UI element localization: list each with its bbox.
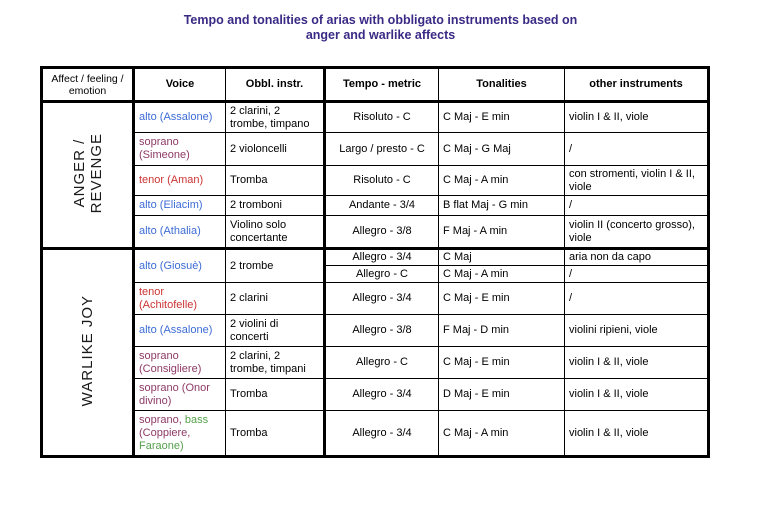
voice-cell [134, 283, 226, 315]
voice-text: tenor (Aman) [139, 174, 204, 186]
voice-text: soprano (Simeone) [139, 136, 190, 161]
affect-cell-warlike-joy [42, 249, 134, 457]
col-header-tonalities: Tonalities [439, 68, 565, 102]
other-instruments-cell: violini ripieni, viole [565, 315, 709, 347]
obbligato-cell: 2 clarini, 2 trombe, timpani [226, 347, 325, 379]
voice-text: (Coppiere, [139, 426, 191, 439]
affect-cell-anger-revenge [42, 102, 134, 249]
voice-text: alto (Assalone) [139, 324, 213, 336]
arias-table [40, 66, 710, 458]
obbligato-cell: 2 tromboni [226, 196, 325, 216]
tonalities-cell: C Maj - A min [439, 411, 565, 457]
tempo-cell: Allegro - 3/4 [325, 411, 439, 457]
other-instruments-cell: / [565, 133, 709, 166]
voice-text: alto (Athalia) [139, 225, 201, 237]
voice-cell [134, 102, 226, 133]
obbligato-cell: 2 violini di concerti [226, 315, 325, 347]
other-instruments-cell: / [565, 196, 709, 216]
voice-cell [134, 196, 226, 216]
table-row [42, 102, 709, 133]
col-header-affect: Affect / feeling / emotion [42, 68, 134, 102]
voice-cell [134, 347, 226, 379]
voice-cell [134, 216, 226, 249]
tempo-cell: Allegro - 3/4 [325, 249, 439, 266]
voice-text: bass [184, 413, 209, 426]
table-row [42, 315, 709, 347]
other-instruments-cell: / [565, 266, 709, 283]
affect-label-warlike-joy [79, 295, 96, 406]
tonalities-cell: C Maj - E min [439, 283, 565, 315]
tonalities-cell: C Maj [439, 249, 565, 266]
tempo-cell: Allegro - 3/4 [325, 379, 439, 411]
tonalities-cell: C Maj - G Maj [439, 133, 565, 166]
tempo-cell: Andante - 3/4 [325, 196, 439, 216]
tonalities-cell: C Maj - A min [439, 166, 565, 196]
obbligato-cell: Tromba [226, 166, 325, 196]
page-title-line2: anger and warlike affects [305, 28, 456, 42]
table-row [42, 196, 709, 216]
tempo-cell: Risoluto - C [325, 166, 439, 196]
voice-text: tenor (Achitofelle) [139, 285, 198, 311]
table-row [42, 379, 709, 411]
obbligato-cell: Tromba [226, 379, 325, 411]
page-title [0, 13, 761, 43]
obbligato-cell: 2 clarini, 2 trombe, timpano [226, 102, 325, 133]
voice-cell [134, 315, 226, 347]
obbligato-cell: 2 trombe [226, 249, 325, 283]
voice-cell [134, 166, 226, 196]
affect-line: REVENGE [87, 132, 105, 214]
tonalities-cell: F Maj - A min [439, 216, 565, 249]
header-row [42, 68, 709, 102]
col-header-obbligato: Obbl. instr. [226, 68, 325, 102]
voice-cell [134, 379, 226, 411]
other-instruments-cell: violin I & II, viole [565, 102, 709, 133]
obbligato-cell: 2 violoncelli [226, 133, 325, 166]
tonalities-cell: B flat Maj - G min [439, 196, 565, 216]
tempo-cell: Allegro - 3/8 [325, 216, 439, 249]
table-row [42, 216, 709, 249]
voice-cell [134, 411, 226, 457]
tonalities-cell: C Maj - E min [439, 347, 565, 379]
col-header-other-instruments: other instruments [565, 68, 709, 102]
table-row [42, 411, 709, 457]
tempo-cell: Largo / presto - C [325, 133, 439, 166]
tempo-cell: Allegro - 3/4 [325, 283, 439, 315]
voice-cell [134, 249, 226, 283]
voice-text: Faraone) [139, 439, 184, 452]
voice-text: alto (Giosuè) [139, 259, 202, 272]
voice-text: alto (Assalone) [139, 111, 213, 123]
obbligato-cell: 2 clarini [226, 283, 325, 315]
tempo-cell: Allegro - C [325, 266, 439, 283]
table-row [42, 347, 709, 379]
table-row [42, 283, 709, 315]
other-instruments-cell: violin I & II, viole [565, 347, 709, 379]
tempo-cell: Risoluto - C [325, 102, 439, 133]
other-instruments-cell: con stromenti, violin I & II, viole [565, 166, 709, 196]
affect-line: WARLIKE JOY [79, 294, 96, 407]
tonalities-cell: D Maj - E min [439, 379, 565, 411]
tonalities-cell: C Maj - E min [439, 102, 565, 133]
other-instruments-cell: violin II (concerto grosso), viole [565, 216, 709, 249]
voice-text: soprano (Onor divino) [139, 381, 210, 407]
affect-label-anger-revenge [71, 133, 105, 213]
table-row [42, 133, 709, 166]
col-header-voice: Voice [134, 68, 226, 102]
tonalities-cell: F Maj - D min [439, 315, 565, 347]
page-title-line1: Tempo and tonalities of arias with obbligato instruments based on [183, 13, 578, 27]
voice-text: soprano (Consigliere) [139, 349, 202, 375]
other-instruments-cell: violin I & II, viole [565, 379, 709, 411]
other-instruments-cell: aria non da capo [565, 249, 709, 266]
tempo-cell: Allegro - 3/8 [325, 315, 439, 347]
voice-text: soprano, [139, 413, 185, 426]
voice-text: alto (Eliacim) [139, 199, 203, 211]
voice-cell [134, 133, 226, 166]
affect-line: ANGER / [70, 138, 88, 208]
other-instruments-cell: violin I & II, viole [565, 411, 709, 457]
tempo-cell: Allegro - C [325, 347, 439, 379]
tonalities-cell: C Maj - A min [439, 266, 565, 283]
table-row [42, 249, 709, 266]
table-row [42, 166, 709, 196]
col-header-tempo: Tempo - metric [325, 68, 439, 102]
obbligato-cell: Tromba [226, 411, 325, 457]
obbligato-cell: Violino solo concertante [226, 216, 325, 249]
other-instruments-cell: / [565, 283, 709, 315]
